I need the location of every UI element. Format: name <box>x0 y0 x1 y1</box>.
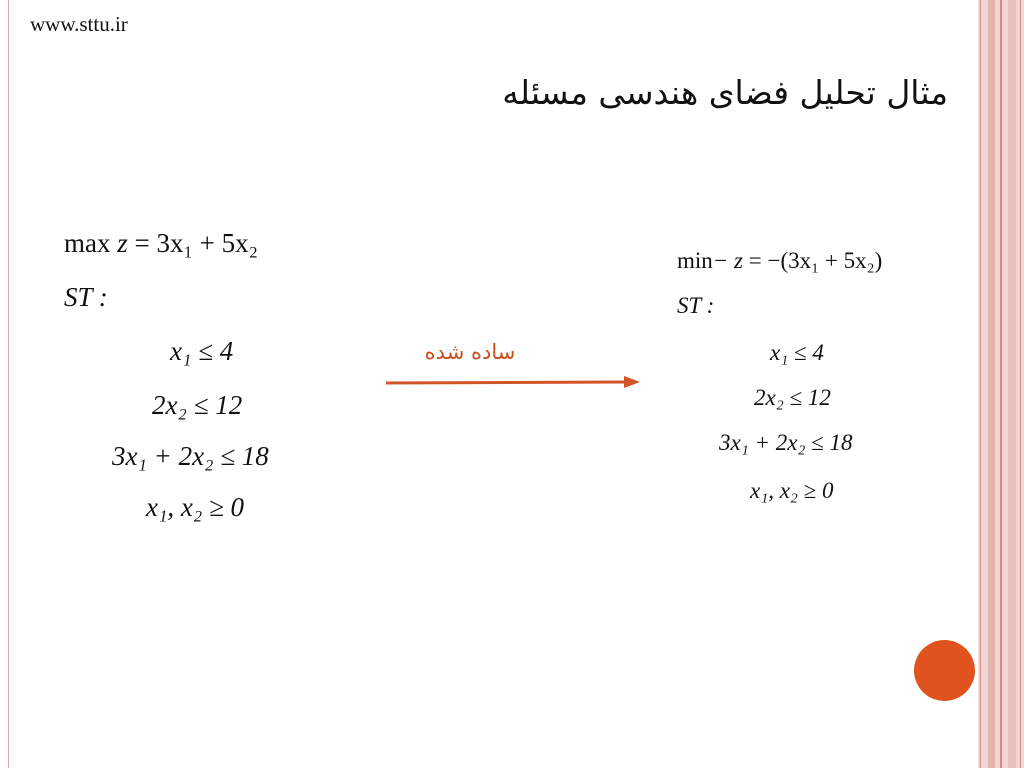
left-constraint: x₁, x₂ ≥ 0 <box>146 492 245 522</box>
left-constraint: x₁ ≤ 4 <box>170 336 234 366</box>
right-objective <box>677 248 882 274</box>
left-st-label: ST : <box>64 282 108 312</box>
simplified-label: ساده شده <box>424 340 516 364</box>
transform-arrow-icon <box>384 372 644 394</box>
right-constraint: 2x₂ ≤ 12 <box>754 385 831 410</box>
objective-op: max <box>64 228 111 258</box>
frame-stripe <box>1020 0 1021 768</box>
frame-stripe <box>1000 0 1002 768</box>
site-url[interactable]: www.sttu.ir <box>30 12 128 36</box>
frame-stripe <box>980 0 981 768</box>
decorative-circle <box>914 640 975 701</box>
objective-var: z <box>117 228 128 258</box>
left-objective <box>64 228 258 259</box>
left-constraint: 3x₁ + 2x₂ ≤ 18 <box>112 441 269 471</box>
objective-var: − z <box>712 248 744 273</box>
left-constraint: 2x₂ ≤ 12 <box>152 390 243 420</box>
frame-stripe <box>1008 0 1016 768</box>
right-constraint: x₁ ≤ 4 <box>770 340 824 365</box>
right-frame-stripes <box>978 0 1024 768</box>
right-constraint: 3x₁ + 2x₂ ≤ 18 <box>719 430 853 455</box>
right-constraint: x₁, x₂ ≥ 0 <box>750 478 834 503</box>
objective-rhs: = 3x₁ + 5x₂ <box>134 228 259 258</box>
left-frame-border <box>0 0 9 768</box>
frame-stripe <box>988 0 995 768</box>
right-st-label: ST : <box>677 293 715 318</box>
objective-op: min <box>677 248 713 273</box>
slide-title: مثال تحلیل فضای هندسی مسئله <box>502 73 948 112</box>
objective-rhs: = −(3x₁ + 5x₂) <box>748 248 883 273</box>
